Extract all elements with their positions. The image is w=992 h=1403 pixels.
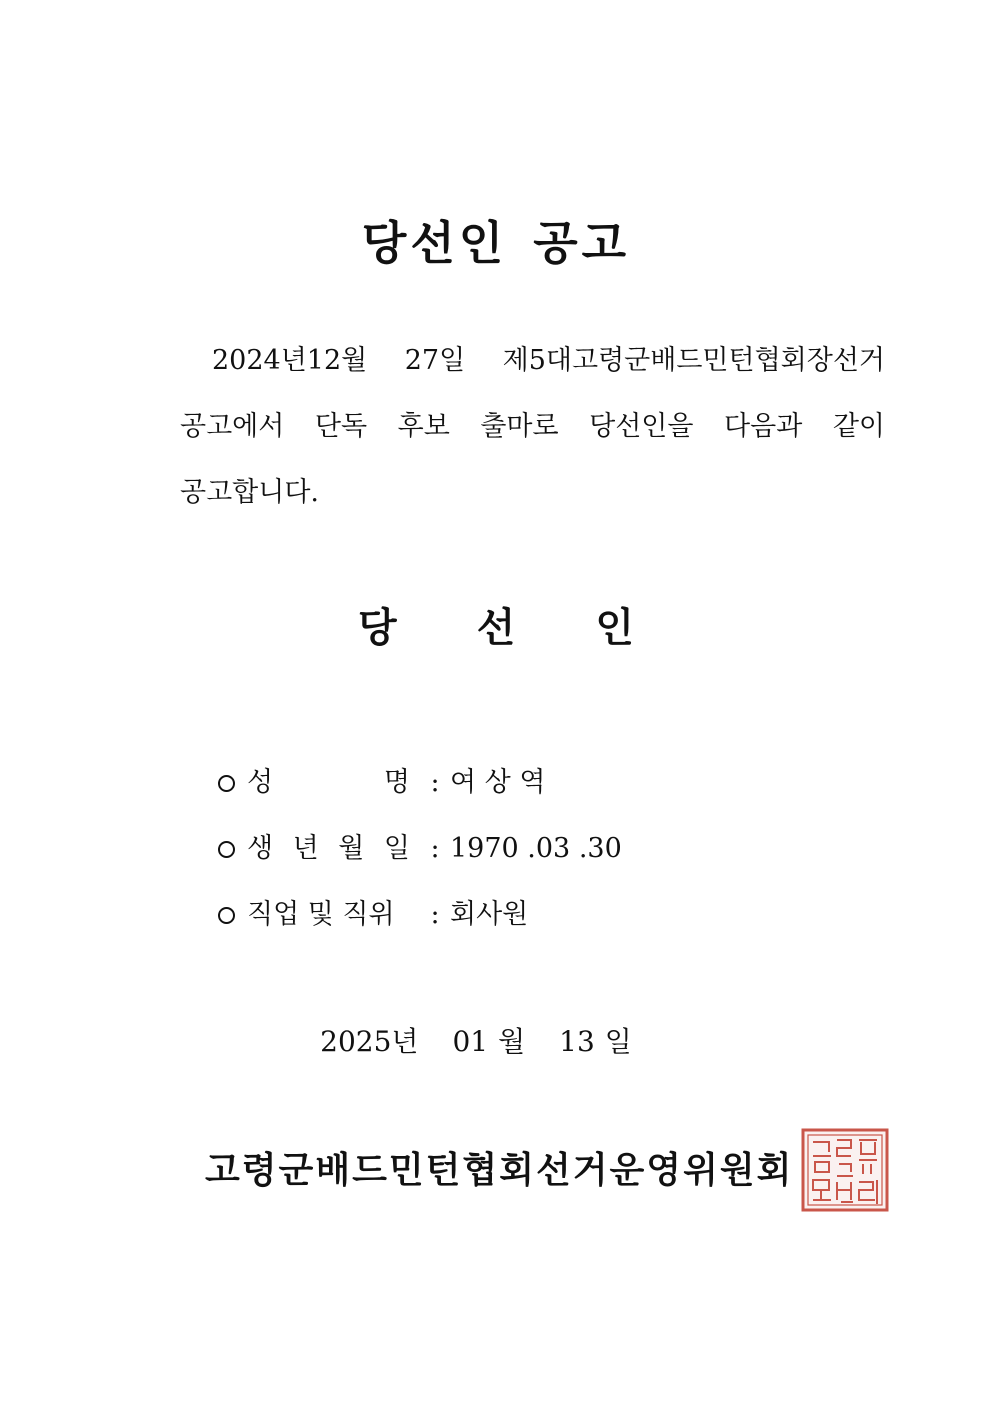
title-part1: 당선인 <box>361 216 508 270</box>
announcement-body <box>180 328 885 526</box>
section-heading-char-2: 선 <box>476 604 516 651</box>
circle-bullet-icon <box>218 841 235 858</box>
winner-info-list <box>218 750 622 948</box>
announcement-date <box>0 1012 992 1072</box>
issuing-organization: 고령군배드민턴협회선거운영위원회 <box>205 1149 794 1191</box>
info-label-birthdate: 생 년 월 일 <box>247 833 410 864</box>
official-seal-stamp <box>801 1128 889 1212</box>
date-month-unit: 월 <box>498 1025 526 1058</box>
info-value-name: 여 상 역 <box>450 767 546 798</box>
section-heading-char-3: 인 <box>595 604 634 651</box>
info-row-birthdate <box>218 816 622 882</box>
body-line-2: 공고에서 단독 후보 출마로 당선인을 다음과 같이 <box>180 411 885 442</box>
section-heading-char-1: 당 <box>358 604 397 651</box>
section-heading <box>0 598 992 658</box>
page-title <box>0 208 992 278</box>
circle-bullet-icon <box>218 775 235 792</box>
info-row-name <box>218 750 622 816</box>
date-year: 2025년 <box>320 1025 419 1058</box>
info-colon: : <box>430 833 440 864</box>
date-month: 01 <box>452 1025 489 1058</box>
info-row-occupation <box>218 882 622 948</box>
body-line-3: 공고합니다. <box>180 477 319 508</box>
date-day: 13 <box>559 1025 595 1058</box>
info-value-occupation: 회사원 <box>450 899 529 930</box>
info-value-birthdate: 1970 .03 .30 <box>450 833 622 864</box>
info-label-name: 성 명 <box>247 767 410 798</box>
body-line-1: 2024년12월 27일 제5대고령군배드민턴협회장선거 <box>212 345 885 376</box>
info-label-occupation: 직업 및 직위 <box>247 899 395 930</box>
circle-bullet-icon <box>218 907 235 924</box>
info-colon: : <box>430 899 440 930</box>
title-part2: 공고 <box>533 216 631 270</box>
info-colon: : <box>430 767 440 798</box>
date-day-unit: 일 <box>604 1025 632 1058</box>
